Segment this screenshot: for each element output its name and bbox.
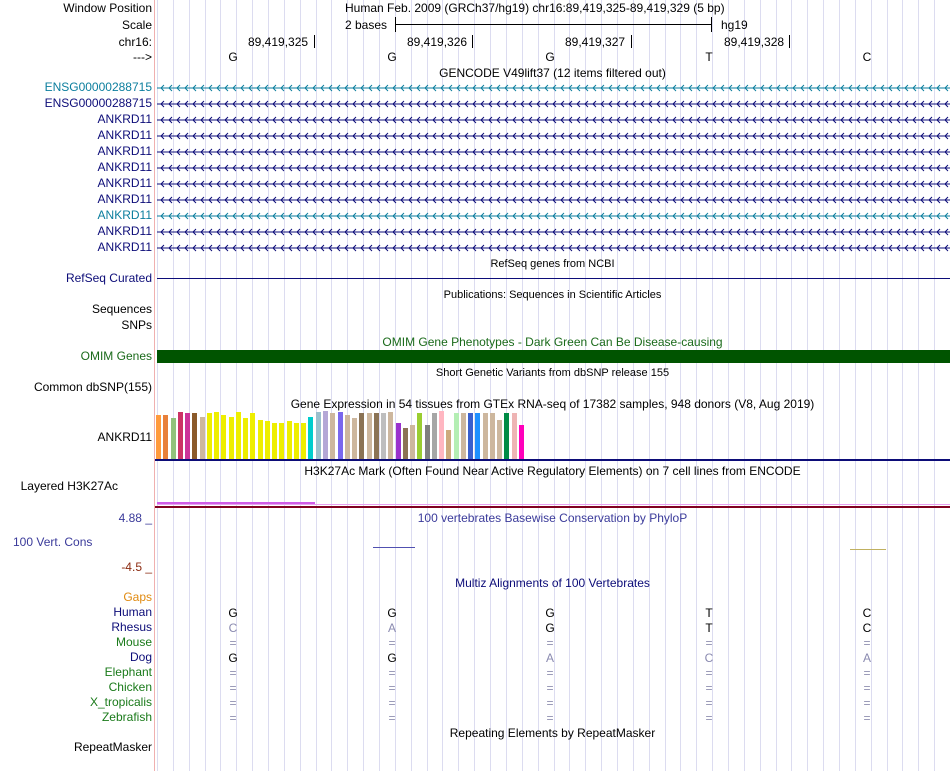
alignment-base: = <box>546 681 554 695</box>
gtex-tissue-bar[interactable] <box>301 423 306 459</box>
gtex-tissue-bar[interactable] <box>381 413 386 459</box>
gtex-tissue-bar[interactable] <box>403 428 408 459</box>
chrom-label: chr16: <box>118 35 152 49</box>
gencode-gene-intron[interactable] <box>157 194 950 206</box>
alignment-base: A <box>545 651 554 665</box>
gtex-tissue-bar[interactable] <box>374 413 379 459</box>
alignment-base: = <box>863 681 871 695</box>
gaps-label: Gaps <box>123 590 152 604</box>
gencode-track-title[interactable]: GENCODE V49lift37 (12 items filtered out) <box>439 66 666 80</box>
phylop-signal <box>373 547 415 548</box>
scale-assembly: hg19 <box>721 18 748 32</box>
alignment-base: = <box>229 666 237 680</box>
alignment-base: G <box>387 651 397 665</box>
base-letter: C <box>862 50 872 64</box>
label-panel-divider <box>154 0 155 771</box>
gtex-tissue-bar[interactable] <box>519 425 524 459</box>
gencode-gene-intron[interactable] <box>157 178 950 190</box>
h3k27ac-baseline <box>155 506 950 508</box>
gtex-tissue-bar[interactable] <box>185 413 190 459</box>
gtex-tissue-bar[interactable] <box>497 420 502 459</box>
gtex-tissue-bar[interactable] <box>323 411 328 459</box>
species-label: Chicken <box>108 680 152 694</box>
gencode-item-label[interactable]: ANKRD11 <box>97 144 152 158</box>
gencode-gene-intron[interactable] <box>157 210 950 222</box>
strand-arrow-label: ---> <box>133 50 152 64</box>
phylop-min-label: -4.5 _ <box>121 560 152 574</box>
position-label: 89,419,325 <box>248 35 309 49</box>
alignment-base: = <box>546 696 554 710</box>
gencode-item-label[interactable]: ANKRD11 <box>97 160 152 174</box>
window-position-value: Human Feb. 2009 (GRCh37/hg19) chr16:89,419,325-89,419,329 (5 bp) <box>345 1 725 15</box>
omim-track-label[interactable]: OMIM Genes <box>80 349 152 363</box>
alignment-base: = <box>229 696 237 710</box>
alignment-base: = <box>705 711 713 725</box>
alignment-base: = <box>546 636 554 650</box>
gtex-tissue-bar[interactable] <box>439 411 444 459</box>
gencode-gene-intron[interactable] <box>157 242 950 254</box>
gtex-tissue-bar[interactable] <box>272 423 277 459</box>
gtex-tissue-bar[interactable] <box>432 413 437 459</box>
base-letter: G <box>545 50 555 64</box>
gtex-tissue-bar[interactable] <box>410 425 415 459</box>
gtex-tissue-bar[interactable] <box>287 421 292 459</box>
gtex-tissue-bar[interactable] <box>468 413 473 459</box>
gencode-gene-intron[interactable] <box>157 98 950 110</box>
position-tick <box>314 35 315 48</box>
gtex-tissue-bar[interactable] <box>214 412 219 459</box>
gencode-item-label[interactable]: ENSG00000288715 <box>44 80 152 94</box>
gtex-tissue-bar[interactable] <box>178 412 183 459</box>
gtex-tissue-bar[interactable] <box>454 413 459 459</box>
alignment-base: A <box>387 621 396 635</box>
alignment-base: = <box>863 711 871 725</box>
gencode-item-label[interactable]: ANKRD11 <box>97 112 152 126</box>
base-letter: G <box>387 50 397 64</box>
gtex-tissue-bar[interactable] <box>308 417 313 459</box>
gtex-tissue-bar[interactable] <box>229 417 234 459</box>
gtex-tissue-bar[interactable] <box>236 412 241 459</box>
gtex-tissue-bar[interactable] <box>388 412 393 459</box>
omim-track-title[interactable]: OMIM Gene Phenotypes - Dark Green Can Be Disease-causing <box>382 335 723 349</box>
alignment-base: = <box>705 681 713 695</box>
species-label: X_tropicalis <box>89 695 152 709</box>
alignment-base: G <box>228 606 238 620</box>
gencode-item-label[interactable]: ANKRD11 <box>97 176 152 190</box>
scale-bar <box>395 24 711 25</box>
gtex-tissue-bar[interactable] <box>294 423 299 459</box>
alignment-base: A <box>862 651 871 665</box>
alignment-base: G <box>387 606 397 620</box>
base-letter: G <box>228 50 238 64</box>
gtex-tissue-bar[interactable] <box>279 423 284 459</box>
sequences-track-label[interactable]: Sequences <box>91 302 152 316</box>
gtex-tissue-bar[interactable] <box>258 420 263 459</box>
gencode-gene-intron[interactable] <box>157 130 950 142</box>
gtex-expression-bars[interactable] <box>155 411 950 459</box>
phylop-max-label: 4.88 _ <box>118 511 152 525</box>
alignment-base: = <box>705 636 713 650</box>
gencode-item-label[interactable]: ANKRD11 <box>97 224 152 238</box>
alignment-base: = <box>705 666 713 680</box>
gtex-tissue-bar[interactable] <box>446 430 451 459</box>
refseq-track-title[interactable]: RefSeq genes from NCBI <box>490 258 615 270</box>
alignment-base: C <box>862 621 872 635</box>
alignment-base: = <box>229 681 237 695</box>
gencode-item-label[interactable]: ENSG00000288715 <box>44 96 152 110</box>
gtex-tissue-bar[interactable] <box>461 413 466 459</box>
species-label: Dog <box>129 650 152 664</box>
position-label: 89,419,326 <box>407 35 468 49</box>
gencode-item-label[interactable]: ANKRD11 <box>97 192 152 206</box>
phylop-track-title[interactable]: 100 vertebrates Basewise Conservation by PhyloP <box>417 511 688 525</box>
gtex-tissue-bar[interactable] <box>316 412 321 459</box>
gtex-tissue-bar[interactable] <box>243 418 248 459</box>
h3k27ac-signal-base <box>157 504 950 505</box>
scale-label: Scale <box>121 18 152 32</box>
phylop-track-label[interactable]: 100 Vert. Cons <box>13 535 93 549</box>
alignment-base: C <box>862 606 872 620</box>
gencode-item-label[interactable]: ANKRD11 <box>97 240 152 254</box>
gtex-tissue-bar[interactable] <box>359 413 364 459</box>
gtex-tissue-bar[interactable] <box>475 413 480 459</box>
gtex-tissue-bar[interactable] <box>330 413 335 459</box>
position-tick <box>789 35 790 48</box>
gtex-tissue-bar[interactable] <box>207 413 212 459</box>
gtex-tissue-bar[interactable] <box>163 415 168 459</box>
repeatmasker-track-label[interactable]: RepeatMasker <box>73 740 152 754</box>
scale-bar-right-cap <box>711 17 712 32</box>
gtex-tissue-bar[interactable] <box>490 413 495 459</box>
alignment-base: = <box>546 666 554 680</box>
gencode-gene-intron[interactable] <box>157 162 950 174</box>
alignment-base: = <box>388 636 396 650</box>
pubs-track-title[interactable]: Publications: Sequences in Scientific Articles <box>443 289 662 301</box>
alignment-base: = <box>863 666 871 680</box>
gtex-tissue-bar[interactable] <box>156 415 161 459</box>
gtex-tissue-bar[interactable] <box>171 418 176 459</box>
scale-bar-left-cap <box>395 17 396 32</box>
alignment-base: = <box>546 711 554 725</box>
gencode-gene-intron[interactable] <box>157 82 950 94</box>
species-label: Mouse <box>115 635 152 649</box>
gtex-tissue-bar[interactable] <box>396 423 401 459</box>
gencode-gene-intron[interactable] <box>157 146 950 158</box>
gencode-gene-intron[interactable] <box>157 114 950 126</box>
alignment-base: = <box>863 696 871 710</box>
gtex-track-label[interactable]: ANKRD11 <box>97 430 152 444</box>
alignment-base: = <box>863 636 871 650</box>
alignment-base: G <box>545 606 555 620</box>
phylop-signal <box>850 549 886 550</box>
alignment-base: = <box>705 696 713 710</box>
species-label: Zebrafish <box>101 710 152 724</box>
alignment-base: = <box>229 711 237 725</box>
position-tick <box>472 35 473 48</box>
multiz-track-title[interactable]: Multiz Alignments of 100 Vertebrates <box>455 576 650 590</box>
gtex-tissue-bar[interactable] <box>352 418 357 459</box>
gtex-tissue-bar[interactable] <box>512 413 517 459</box>
h3k27ac-track-label[interactable]: Layered H3K27Ac <box>20 479 118 493</box>
species-label: Elephant <box>104 665 152 679</box>
snps-track-label[interactable]: SNPs <box>121 318 152 332</box>
gencode-gene-intron[interactable] <box>157 226 950 238</box>
dbsnp-track-title[interactable]: Short Genetic Variants from dbSNP release 155 <box>435 367 670 379</box>
alignment-base: G <box>228 651 238 665</box>
refseq-track-label[interactable]: RefSeq Curated <box>65 271 152 285</box>
alignment-base: T <box>705 621 713 635</box>
gtex-baseline <box>155 459 950 461</box>
gtex-tissue-bar[interactable] <box>345 415 350 459</box>
gtex-tissue-bar[interactable] <box>265 421 270 459</box>
base-letter: T <box>705 50 713 64</box>
alignment-base: G <box>545 621 555 635</box>
gencode-item-label[interactable]: ANKRD11 <box>97 208 152 222</box>
gtex-tissue-bar[interactable] <box>200 417 205 459</box>
alignment-base: C <box>704 651 714 665</box>
gtex-track-title[interactable]: Gene Expression in 54 tissues from GTEx RNA-seq of 17382 samples, 948 donors (V8, Aug 2019) <box>290 397 815 411</box>
gtex-tissue-bar[interactable] <box>483 413 488 459</box>
dbsnp-track-label[interactable]: Common dbSNP(155) <box>33 380 152 394</box>
species-label: Rhesus <box>111 620 152 634</box>
alignment-base: = <box>229 636 237 650</box>
gtex-tissue-bar[interactable] <box>221 415 226 459</box>
repeatmasker-track-title[interactable]: Repeating Elements by RepeatMasker <box>449 726 656 740</box>
gtex-tissue-bar[interactable] <box>504 413 509 459</box>
species-label: Human <box>113 605 152 619</box>
gtex-tissue-bar[interactable] <box>367 413 372 459</box>
refseq-gene-line[interactable] <box>157 278 950 279</box>
gtex-tissue-bar[interactable] <box>425 425 430 459</box>
gtex-tissue-bar[interactable] <box>338 412 343 459</box>
gencode-item-label[interactable]: ANKRD11 <box>97 128 152 142</box>
window-position-label: Window Position <box>63 1 152 15</box>
gtex-tissue-bar[interactable] <box>417 413 422 459</box>
alignment-base: = <box>388 711 396 725</box>
omim-gene-bar[interactable] <box>157 350 950 363</box>
alignment-base: T <box>705 606 713 620</box>
position-label: 89,419,327 <box>565 35 626 49</box>
alignment-base: C <box>228 621 238 635</box>
gtex-tissue-bar[interactable] <box>192 413 197 459</box>
alignment-base: = <box>388 681 396 695</box>
position-label: 89,419,328 <box>724 35 785 49</box>
position-tick <box>631 35 632 48</box>
scale-text: 2 bases <box>345 18 388 32</box>
gtex-tissue-bar[interactable] <box>250 413 255 459</box>
alignment-base: = <box>388 696 396 710</box>
alignment-base: = <box>388 666 396 680</box>
h3k27ac-track-title[interactable]: H3K27Ac Mark (Often Found Near Active Regulatory Elements) on 7 cell lines from ENCODE <box>304 464 801 478</box>
